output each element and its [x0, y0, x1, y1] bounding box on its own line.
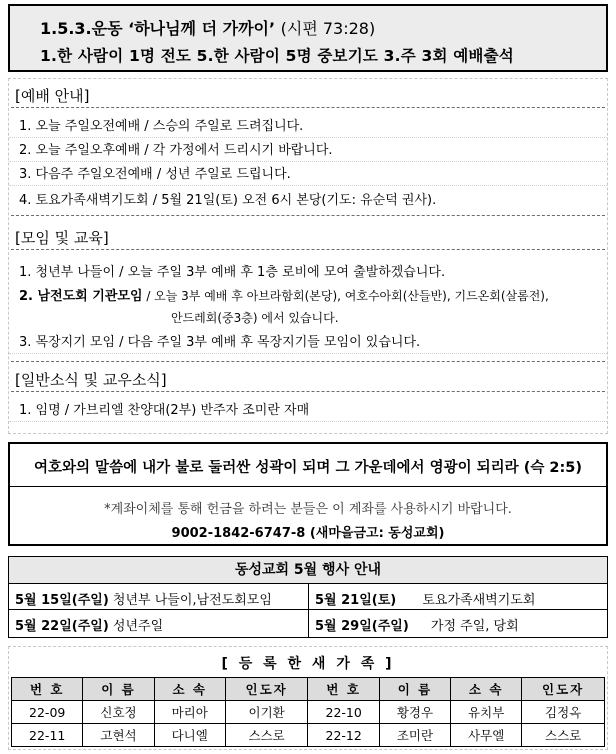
events-box — [8, 556, 608, 638]
divider — [11, 391, 605, 392]
event-date: 5월 21일(토) — [315, 593, 397, 608]
news-item-1: 1. 임명 / 가브리엘 찬양대(2부) 반주자 조미란 자매 — [19, 403, 310, 418]
worship-item-2: 2. 오늘 주일오후예배 / 각 가정에서 드리시기 바랍니다. — [19, 143, 333, 158]
event-item — [315, 589, 535, 608]
account-note: *계좌이체를 통해 헌금을 하려는 분들은 이 계좌를 사용하시기 바랍니다. — [104, 502, 512, 517]
event-item — [15, 589, 272, 608]
col-header: 소 속 — [154, 678, 225, 701]
col-header: 이 름 — [83, 678, 154, 701]
table-cell: 22-09 — [12, 701, 83, 724]
event-desc: 청년부 나들이,남전도회모임 — [112, 593, 272, 608]
table-cell: 마리아 — [154, 701, 225, 724]
notice-section — [8, 78, 608, 434]
meeting-item-2-body: / 오늘 3부 예배 후 아브라함회(본당), 여호수아회(산들반), 기드온회(살롬전), — [142, 289, 549, 303]
events-title: 동성교회 5월 행사 안내 — [9, 557, 607, 584]
verse-box — [8, 442, 608, 546]
meeting-item-2-cont: 안드레회(중3층) 에서 있습니다. — [171, 311, 339, 325]
event-desc: 가정 주일, 당회 — [430, 619, 519, 634]
table-cell: 고현석 — [83, 724, 154, 747]
table-cell: 조미란 — [379, 724, 450, 747]
registration-table — [11, 677, 605, 747]
account-number: 9002-1842-6747-8 (새마을금고: 동성교회) — [171, 526, 445, 541]
col-header: 번 호 — [308, 678, 379, 701]
event-date: 5월 22일(주일) — [15, 619, 109, 634]
table-cell: 스스로 — [522, 724, 605, 747]
table-row — [12, 701, 605, 724]
table-cell: 사무엘 — [451, 724, 522, 747]
col-header: 번 호 — [12, 678, 83, 701]
table-cell: 22-10 — [308, 701, 379, 724]
table-cell: 스스로 — [225, 724, 308, 747]
news-title: [일반소식 및 교우소식] — [15, 371, 167, 389]
col-header: 이 름 — [379, 678, 450, 701]
dotted-divider — [9, 185, 607, 186]
registration-title: [ 등 록 한 새 가 족 ] — [221, 656, 395, 672]
dotted-divider — [9, 137, 607, 138]
table-cell: 다니엘 — [154, 724, 225, 747]
meeting-item-1: 1. 청년부 나들이 / 오늘 주일 3부 예배 후 1층 로비에 모여 출발하겠습니다. — [19, 265, 446, 280]
events-col-divider — [308, 583, 309, 637]
worship-title: [예배 안내] — [15, 87, 90, 105]
table-cell: 22-11 — [12, 724, 83, 747]
meeting-item-2 — [19, 285, 549, 304]
event-desc: 성년주일 — [112, 619, 164, 634]
worship-item-1: 1. 오늘 주일오전예배 / 스승의 주일로 드려집니다. — [19, 119, 304, 134]
table-row — [12, 724, 605, 747]
col-header: 인도자 — [522, 678, 605, 701]
table-cell: 22-12 — [308, 724, 379, 747]
worship-item-4: 4. 토요가족새벽기도회 / 5월 21일(토) 오전 6시 본당(기도: 유순덕 권사). — [19, 193, 437, 208]
divider — [11, 107, 605, 108]
theme-header — [8, 4, 608, 72]
divider — [11, 215, 605, 216]
event-item — [315, 615, 519, 634]
divider — [11, 249, 605, 250]
registration-section — [8, 646, 608, 750]
theme-verse: (시편 73:28) — [280, 19, 376, 38]
event-date: 5월 15일(주일) — [15, 593, 109, 608]
worship-item-3: 3. 다음주 주일오전예배 / 성년 주일로 드립니다. — [19, 167, 291, 182]
table-header-row — [12, 678, 605, 701]
divider — [11, 361, 605, 362]
dotted-divider — [9, 353, 607, 354]
verse-text: 여호와의 말씀에 내가 불로 둘러싼 성곽이 되며 그 가운데에서 영광이 되리라 (슥 2:5) — [33, 460, 583, 476]
meeting-item-3: 3. 목장지기 모임 / 다음 주일 3부 예배 후 목장지기들 모임이 있습니다. — [19, 335, 421, 350]
table-cell: 유치부 — [451, 701, 522, 724]
table-cell: 이기환 — [225, 701, 308, 724]
events-row-divider — [9, 609, 607, 610]
table-cell: 신호정 — [83, 701, 154, 724]
theme-goals: 1.한 사람이 1명 전도 5.한 사람이 5명 중보기도 3.주 3회 예배출석 — [40, 47, 514, 65]
meeting-title: [모임 및 교육] — [15, 229, 109, 247]
col-header: 소 속 — [451, 678, 522, 701]
table-cell: 황경우 — [379, 701, 450, 724]
meeting-item-2-head: 2. 남전도회 기관모임 — [19, 289, 143, 304]
theme-title — [40, 16, 375, 39]
dotted-divider — [9, 161, 607, 162]
event-item — [15, 615, 163, 634]
theme-title-main: 1.5.3.운동 ‘하나님께 더 가까이’ — [40, 19, 276, 38]
col-header: 인도자 — [225, 678, 308, 701]
event-date: 5월 29일(주일) — [315, 619, 409, 634]
dotted-divider — [9, 421, 607, 422]
event-desc: 토요가족새벽기도회 — [422, 593, 536, 608]
table-cell: 김정옥 — [522, 701, 605, 724]
